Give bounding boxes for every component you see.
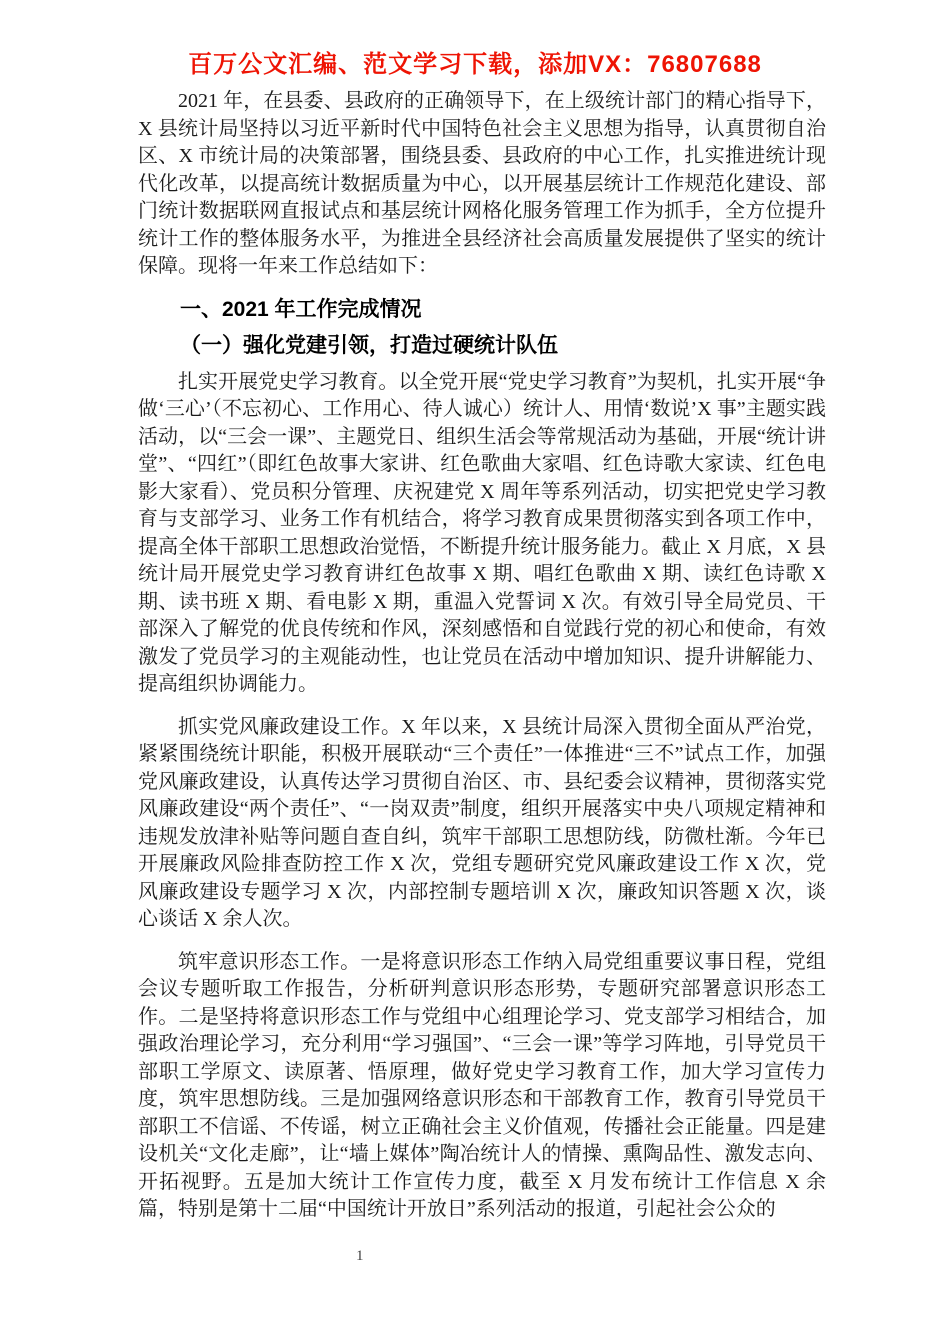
page-number: 1: [356, 1248, 364, 1264]
intro-paragraph: 2021 年，在县委、县政府的正确领导下，在上级统计部门的精心指导下，X 县统计局坚持以习近平新时代中国特色社会主义思想为指导，认真贯彻自治区、X 市统计局的决策部署，围绕县委、县政府的中心工作，扎实推进统计现代化改革，以提高统计数据质量为中心，以开展基层统计工作规范化建设、部门统计数据联网直报试点和基层统计网格化服务管理工作为抓手，全方位提升统计工作的整体服务水平，为推进全县经济社会高质量发展提供了坚实的统计保障。现将一年来工作总结如下：: [138, 90, 826, 277]
promo-banner-text: 百万公文汇编、范文学习下载，添加VX：76807688: [188, 51, 762, 78]
subsection-heading: （一）强化党建引领，打造过硬统计队伍: [180, 334, 558, 357]
body-paragraph-party-history: 扎实开展党史学习教育。以全党开展“党史学习教育”为契机，扎实开展“争做‘三心’（不忘初心、工作用心、待人诚心）统计人、用情‘数说’X 事”主题实践活动，以“三会一课”、主题党日、组织生活会等常规活动为基础，开展“统计讲堂”、“四红”（即红色故事大家讲、红色歌曲大家唱、红色诗歌大家读、红色电影大家看）、党员积分管理、庆祝建党 X 周年等系列活动，切实把党史学习教育与支部学习、业务工作有机结合，将学习教育成果贯彻落实到各项工作中，提高全体干部职工思想政治觉悟，不断提升统计服务能力。截止 X 月底，X 县统计局开展党史学习教育讲红色故事 X 期、唱红色歌曲 X 期、读红色诗歌 X 期、读书班 X 期、看电影 X 期，重温入党誓词 X 次。有效引导全局党员、干部深入了解党的优良传统和作风，深刻感悟和自觉践行党的初心和使命，有效激发了党员学习的主观能动性，也让党员在活动中增加知识、提升讲解能力、提高组织协调能力。: [138, 370, 826, 695]
body-paragraph-ideology: 筑牢意识形态工作。一是将意识形态工作纳入局党组重要议事日程，党组会议专题听取工作报告，分析研判意识形态形势，专题研究部署意识形态工作。二是坚持将意识形态工作与党组中心组理论学习、党支部学习相结合，加强政治理论学习，充分利用“学习强国”、“三会一课”等学习阵地，引导党员干部职工学原文、读原著、悟原理，做好党史学习教育工作，加大学习宣传力度，筑牢思想防线。三是加强网络意识形态和干部教育工作，教育引导党员干部职工不信谣、不传谣，树立正确社会主义价值观，传播社会正能量。四是建设机关“文化走廊”，让“墙上媒体”陶冶统计人的情操、熏陶品性、激发志向、开拓视野。五是加大统计工作宣传力度，截至 X 月发布统计工作信息 X 余篇，特别是第十二届“中国统计开放日”系列活动的报道，引起社会公众的: [138, 950, 826, 1220]
document-body: [138, 88, 826, 1239]
body-paragraph-integrity: 抓实党风廉政建设工作。X 年以来，X 县统计局深入贯彻全面从严治党，紧紧围绕统计职能，积极开展联动“三个责任”一体推进“三不”试点工作，加强党风廉政建设，认真传达学习贯彻自治区、市、县纪委会议精神，贯彻落实党风廉政建设“两个责任”、“一岗双责”制度，组织开展落实中央八项规定精神和违规发放津补贴等问题自查自纠，筑牢干部职工思想防线，防微杜渐。今年已开展廉政风险排查防控工作 X 次，党组专题研究党风廉政建设工作 X 次，党风廉政建设专题学习 X 次，内部控制专题培训 X 次，廉政知识答题 X 次，谈心谈话 X 余人次。: [138, 715, 826, 930]
section-heading: 一、2021 年工作完成情况: [180, 297, 422, 321]
